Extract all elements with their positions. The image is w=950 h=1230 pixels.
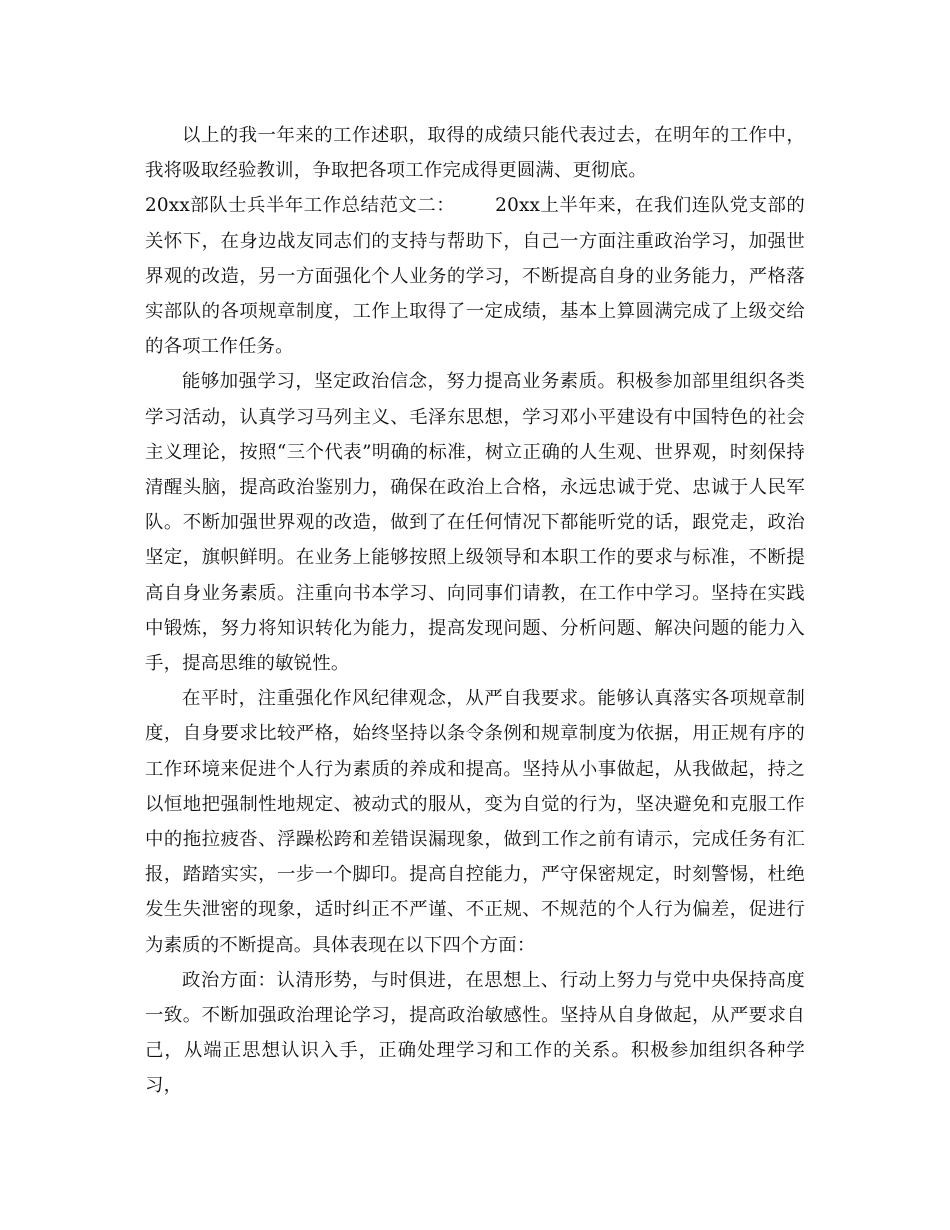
section-title: 20xx部队士兵半年工作总结范文二： [145,195,456,217]
paragraph-closing-summary: 以上的我一年来的工作述职，取得的成绩只能代表过去，在明年的工作中，我将吸取经验教训，争取把各项工作完成得更圆满、更彻底。 [145,125,805,182]
paragraph-discipline: 在平时，注重强化作风纪律观念，从严自我要求。能够认真落实各项规章制度，自身要求比较严格，始终坚持以条令条例和规章制度为依据，用正规有序的工作环境来促进个人行为素质的养成和提高。坚持从小事做起，从我做起，持之以恒地把强制性地规定、被动式的服从，变为自觉的行为，坚决避免和克服工作中的拖拉疲沓、浮躁松跨和差错误漏现象，做到工作之前有请示，完成任务有汇报，踏踏实实，一步一个脚印。提高自控能力，严守保密规定，时刻警惕，杜绝发生失泄密的现象，适时纠正不严谨、不正规、不规范的个人行为偏差，促进行为素质的不断提高。具体表现在以下四个方面： [145,688,805,956]
section-intro-text: 20xx上半年来，在我们连队党支部的关怀下，在身边战友同志们的支持与帮助下，自己一方面注重政治学习，加强世界观的改造，另一方面强化个人业务的学习，不断提高自身的业务能力，严格落实部队的各项规章制度，工作上取得了一定成绩，基本上算圆满完成了上级交给的各项工作任务。 [145,195,806,358]
paragraph-politics: 政治方面：认清形势，与时俱进，在思想上、行动上努力与党中央保持高度一致。不断加强政治理论学习，提高政治敏感性。坚持从自身做起，从严要求自己，从端正思想认识入手，正确处理学习和工作的关系。积极参加组织各种学习， [145,969,805,1097]
document-page [145,118,805,1104]
paragraph-section-two-intro [145,188,805,364]
paragraph-study: 能够加强学习，坚定政治信念，努力提高业务素质。积极参加部里组织各类学习活动，认真学习马列主义、毛泽东思想，学习邓小平建设有中国特色的社会主义理论，按照“三个代表”明确的标准，树立正确的人生观、世界观，时刻保持清醒头脑，提高政治鉴别力，确保在政治上合格，永远忠诚于党、忠诚于人民军队。不断加强世界观的改造，做到了在任何情况下都能听党的话，跟党走，政治坚定，旗帜鲜明。在业务上能够按照上级领导和本职工作的要求与标准，不断提高自身业务素质。注重向书本学习、向同事们请教，在工作中学习。坚持在实践中锻炼，努力将知识转化为能力，提高发现问题、分析问题、解决问题的能力入手，提高思维的敏锐性。 [145,371,805,675]
